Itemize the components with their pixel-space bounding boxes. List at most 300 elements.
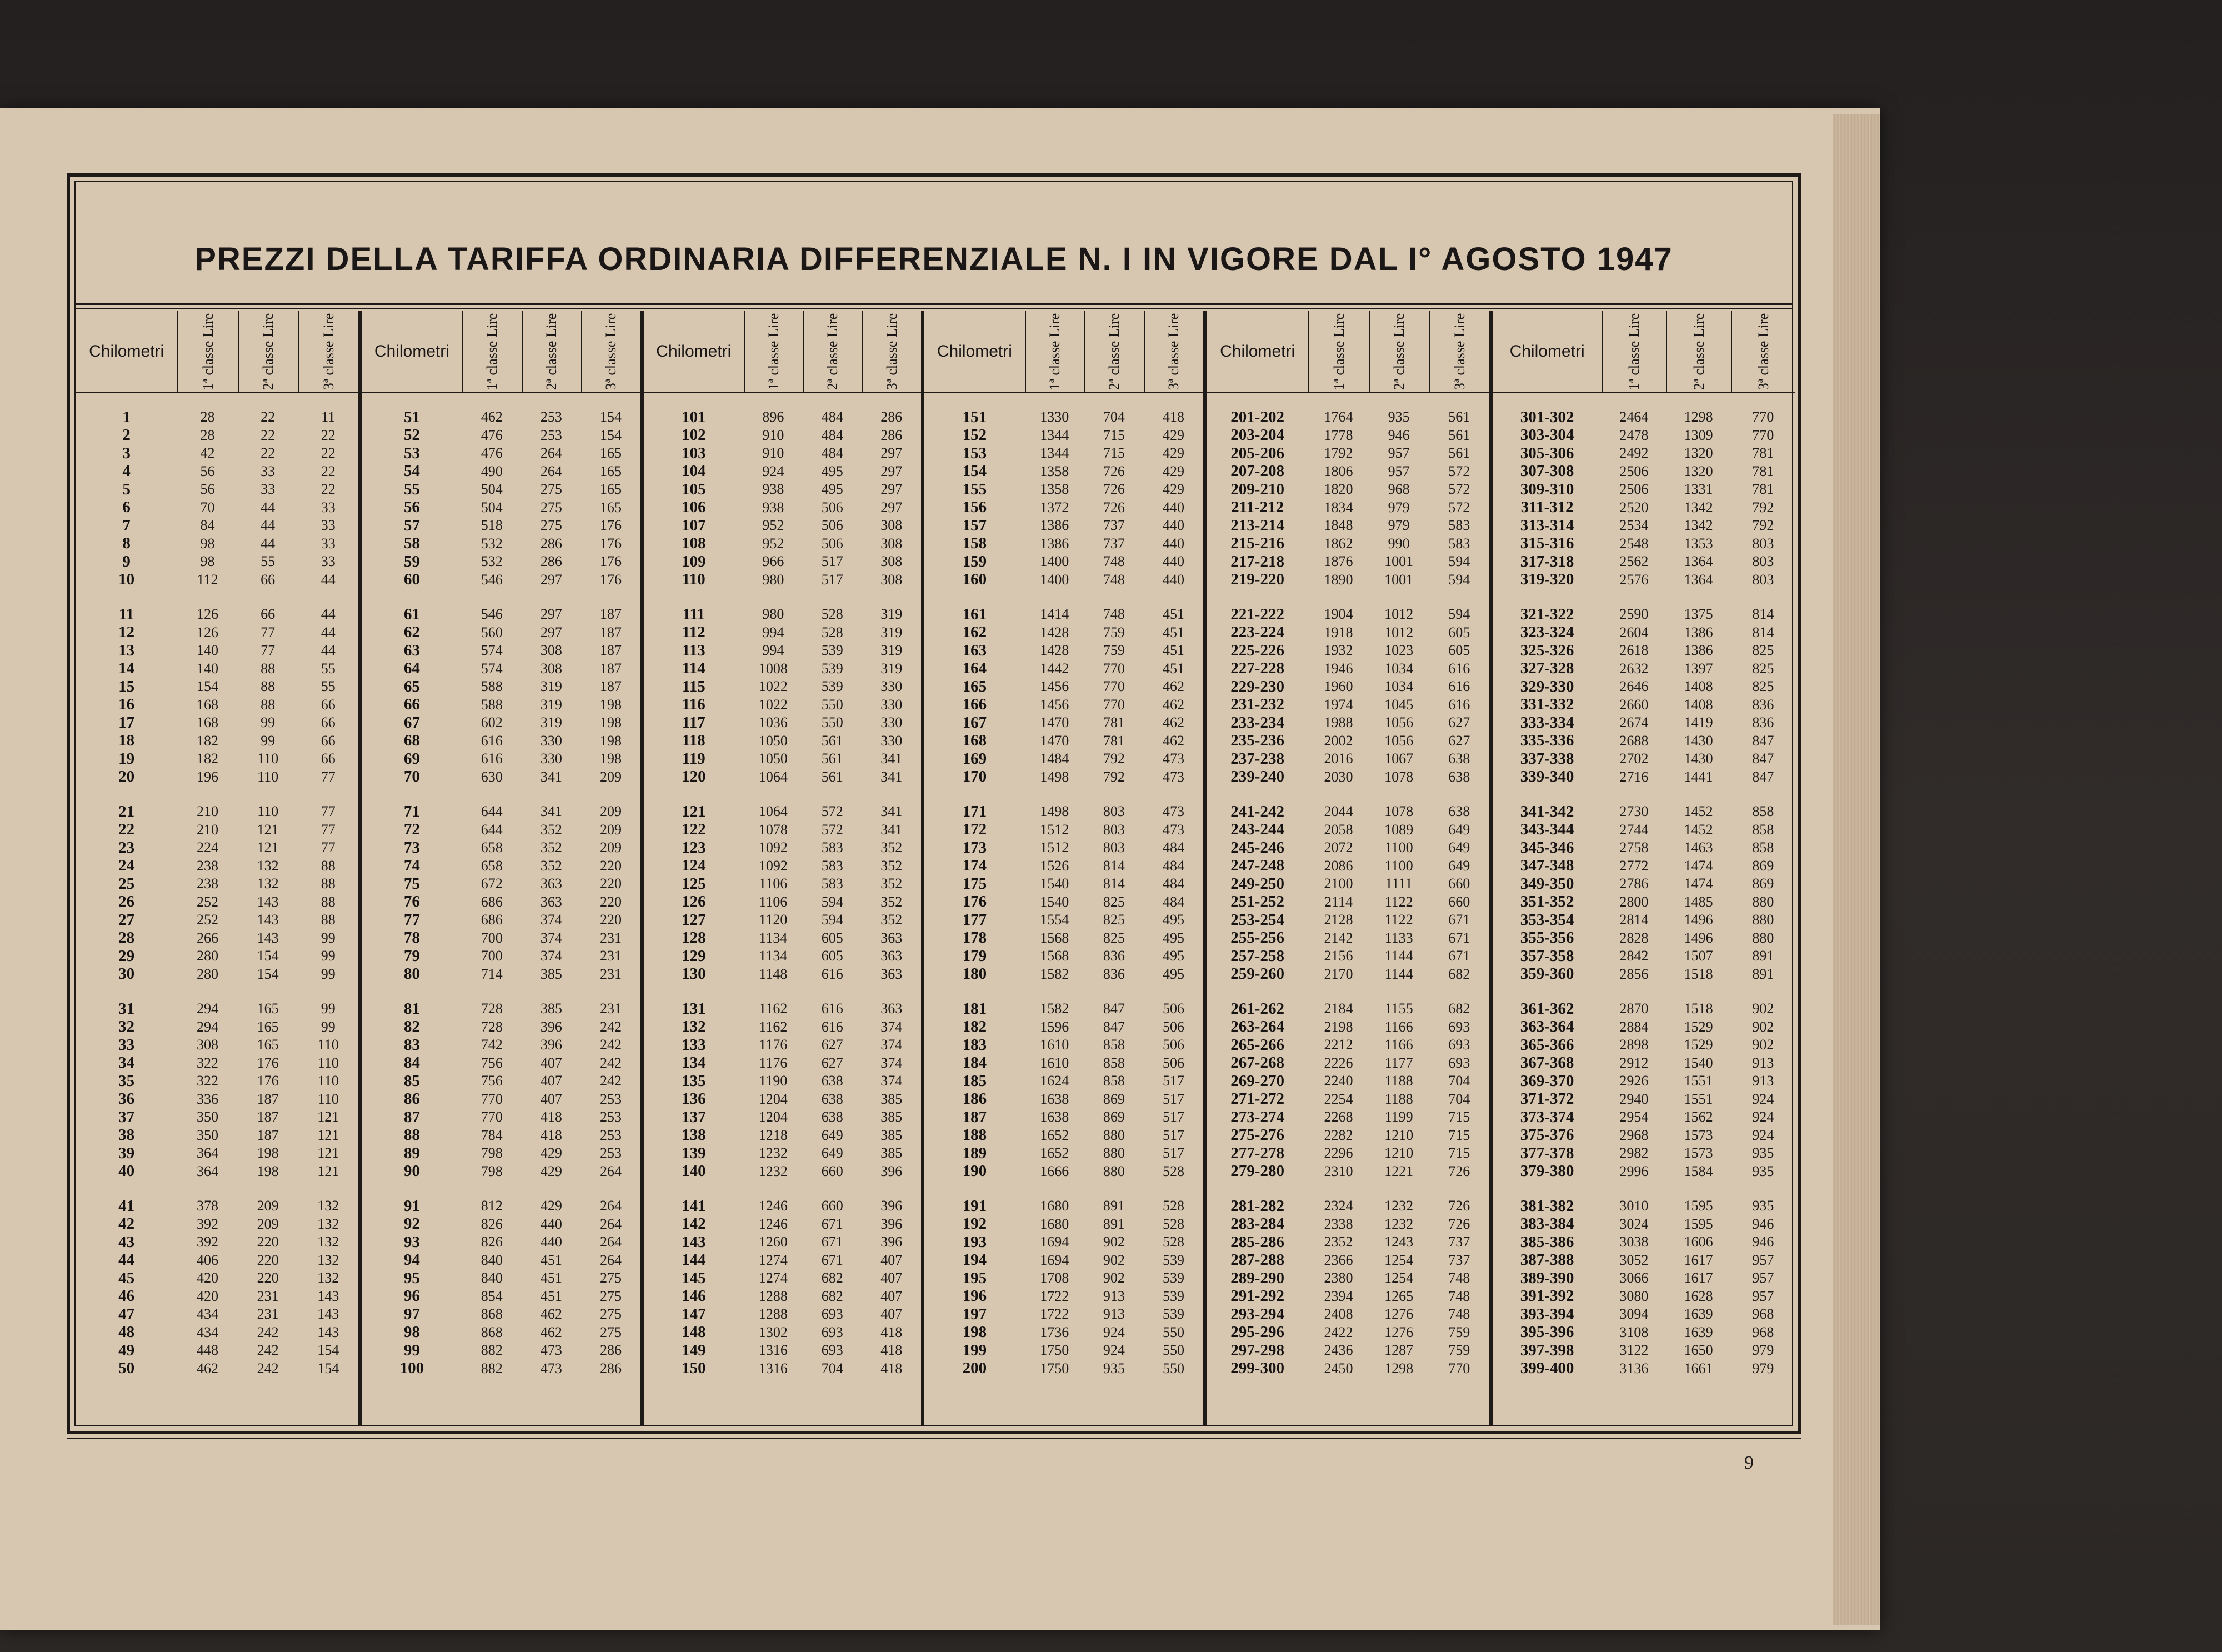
km-cell: 38 xyxy=(118,1126,135,1144)
km-cell: 5 xyxy=(122,480,131,498)
price-cell: 33 xyxy=(321,553,336,570)
price-cell: 1078 xyxy=(1384,803,1414,820)
price-cell: 385 xyxy=(880,1145,903,1162)
price-cell: 1582 xyxy=(1040,965,1069,982)
table-row xyxy=(1493,427,1795,445)
km-cell: 196 xyxy=(962,1287,987,1305)
price-cell: 209 xyxy=(257,1198,279,1214)
table-row xyxy=(924,1324,1203,1342)
km-cell: 103 xyxy=(682,444,706,462)
km-cell: 72 xyxy=(403,820,420,839)
price-cell: 473 xyxy=(1162,750,1184,767)
km-cell: 27 xyxy=(118,910,135,929)
price-cell: 1232 xyxy=(1384,1215,1414,1232)
price-cell: 1067 xyxy=(1384,750,1414,767)
price-cell: 55 xyxy=(321,678,336,695)
table-row xyxy=(1493,1197,1795,1215)
price-cell: 407 xyxy=(880,1251,903,1268)
column-headers xyxy=(1207,311,1489,393)
table-row xyxy=(362,463,640,481)
price-cell: 3122 xyxy=(1619,1342,1649,1359)
price-cell: 473 xyxy=(1162,768,1184,785)
table-row xyxy=(924,535,1203,553)
km-cell: 144 xyxy=(682,1251,706,1269)
price-cell: 858 xyxy=(1103,1073,1125,1089)
price-cell: 330 xyxy=(540,750,562,767)
price-cell: 44 xyxy=(261,499,276,515)
table-row xyxy=(924,553,1203,571)
km-cell: 136 xyxy=(682,1090,706,1108)
price-cell: 1498 xyxy=(1040,803,1069,820)
price-cell: 858 xyxy=(1752,839,1774,856)
km-cell: 101 xyxy=(682,408,706,426)
km-cell: 337-338 xyxy=(1520,749,1574,768)
table-row xyxy=(924,678,1203,696)
price-cell: 176 xyxy=(599,517,622,534)
km-cell: 191 xyxy=(962,1197,987,1215)
table-row xyxy=(362,499,640,517)
price-cell: 517 xyxy=(1162,1145,1184,1162)
price-cell: 748 xyxy=(1448,1270,1470,1286)
price-cell: 330 xyxy=(880,678,903,695)
price-cell: 2618 xyxy=(1619,642,1649,659)
km-cell: 219-220 xyxy=(1230,570,1284,589)
price-cell: 616 xyxy=(1448,678,1470,695)
price-cell: 352 xyxy=(880,875,903,892)
price-cell: 671 xyxy=(821,1215,843,1232)
price-cell: 1190 xyxy=(759,1073,788,1089)
price-cell: 1050 xyxy=(758,732,788,749)
price-cell: 517 xyxy=(1162,1127,1184,1143)
price-cell: 759 xyxy=(1448,1342,1470,1359)
table-row xyxy=(1493,947,1795,965)
table-row xyxy=(924,624,1203,642)
table-row xyxy=(76,1036,358,1054)
price-cell: 266 xyxy=(197,929,219,946)
price-cell: 1400 xyxy=(1040,553,1069,570)
price-cell: 517 xyxy=(821,553,843,570)
price-cell: 143 xyxy=(317,1306,339,1323)
price-cell: 891 xyxy=(1103,1215,1125,1232)
price-cell: 3024 xyxy=(1619,1215,1649,1232)
price-cell: 869 xyxy=(1752,857,1774,874)
km-cell: 251-252 xyxy=(1230,893,1284,911)
price-cell: 798 xyxy=(481,1145,503,1162)
km-cell: 247-248 xyxy=(1230,857,1284,875)
table-row xyxy=(76,1072,358,1090)
price-cell: 165 xyxy=(599,445,622,462)
km-cell: 140 xyxy=(682,1162,706,1180)
price-cell: 1397 xyxy=(1684,660,1713,677)
price-cell: 671 xyxy=(821,1234,843,1250)
km-cell: 114 xyxy=(682,659,705,678)
km-cell: 178 xyxy=(962,929,987,947)
price-cell: 994 xyxy=(762,624,784,640)
price-cell: 451 xyxy=(1162,642,1184,659)
price-cell: 396 xyxy=(880,1198,903,1214)
table-row xyxy=(362,1269,640,1288)
price-cell: 748 xyxy=(1103,553,1125,570)
price-cell: 517 xyxy=(821,571,843,588)
price-cell: 1820 xyxy=(1324,481,1353,498)
price-cell: 759 xyxy=(1103,624,1125,640)
km-cell: 128 xyxy=(682,929,706,947)
price-cell: 154 xyxy=(599,409,622,425)
km-cell: 99 xyxy=(403,1341,420,1359)
price-cell: 1442 xyxy=(1040,660,1069,677)
price-cell: 572 xyxy=(821,803,843,820)
price-cell: 341 xyxy=(880,821,903,838)
km-cell: 139 xyxy=(682,1144,706,1162)
price-cell: 2898 xyxy=(1619,1037,1649,1053)
km-cell: 295-296 xyxy=(1230,1323,1284,1341)
price-cell: 286 xyxy=(880,427,903,443)
price-cell: 891 xyxy=(1103,1198,1125,1214)
price-cell: 550 xyxy=(821,696,843,713)
price-cell: 84 xyxy=(200,517,215,534)
price-cell: 2786 xyxy=(1619,875,1649,892)
km-cell: 317-318 xyxy=(1520,552,1574,570)
price-cell: 3094 xyxy=(1619,1306,1649,1323)
price-cell: 473 xyxy=(540,1360,562,1376)
table-row xyxy=(1207,839,1489,857)
km-cell: 46 xyxy=(118,1287,135,1305)
km-cell: 313-314 xyxy=(1520,516,1574,534)
table-row xyxy=(924,1018,1203,1037)
price-cell: 869 xyxy=(1103,1090,1125,1107)
table-row xyxy=(1207,1215,1489,1234)
header-chilometri: Chilometri xyxy=(1207,311,1309,392)
price-cell: 176 xyxy=(599,571,622,588)
price-cell: 66 xyxy=(321,732,336,749)
price-cell: 649 xyxy=(821,1127,843,1143)
table-row xyxy=(644,1324,921,1342)
price-cell: 77 xyxy=(261,624,276,640)
km-cell: 33 xyxy=(118,1035,135,1054)
table-row xyxy=(76,1000,358,1018)
table-row xyxy=(644,1233,921,1251)
price-cell: 1144 xyxy=(1384,965,1413,982)
price-cell: 1364 xyxy=(1684,571,1713,588)
price-cell: 56 xyxy=(200,481,215,498)
price-cell: 660 xyxy=(821,1198,843,1214)
km-cell: 241-242 xyxy=(1230,802,1284,820)
km-cell: 253-254 xyxy=(1230,910,1284,929)
price-cell: 1372 xyxy=(1040,499,1069,515)
price-cell: 418 xyxy=(540,1109,562,1125)
price-cell: 473 xyxy=(1162,821,1184,838)
price-cell: 374 xyxy=(540,948,562,964)
table-row xyxy=(76,750,358,768)
km-cell: 237-238 xyxy=(1230,749,1284,768)
price-cell: 1188 xyxy=(1384,1073,1413,1089)
title-rule xyxy=(76,303,1792,305)
price-cell: 418 xyxy=(540,1127,562,1143)
price-cell: 1204 xyxy=(758,1090,788,1107)
price-cell: 693 xyxy=(821,1306,843,1323)
table-row xyxy=(924,1233,1203,1251)
price-cell: 66 xyxy=(261,606,276,623)
price-cell: 242 xyxy=(599,1018,622,1035)
price-cell: 1904 xyxy=(1324,606,1353,623)
price-cell: 1353 xyxy=(1684,535,1713,552)
price-cell: 1344 xyxy=(1040,445,1069,462)
km-cell: 215-216 xyxy=(1230,534,1284,553)
table-row xyxy=(644,965,921,984)
price-cell: 126 xyxy=(197,624,219,640)
km-cell: 325-326 xyxy=(1520,641,1574,659)
price-cell: 264 xyxy=(599,1251,622,1268)
km-cell: 111 xyxy=(682,605,705,623)
column-headers xyxy=(1493,311,1795,393)
price-cell: 132 xyxy=(317,1198,339,1214)
header-class-label: 3ª classe Lire xyxy=(603,313,619,390)
price-cell: 506 xyxy=(821,517,843,534)
price-cell: 594 xyxy=(1448,606,1470,623)
table-row xyxy=(1207,875,1489,893)
table-row xyxy=(1493,857,1795,875)
price-cell: 2142 xyxy=(1324,929,1353,946)
km-cell: 271-272 xyxy=(1230,1090,1284,1108)
price-cell: 286 xyxy=(540,553,562,570)
km-cell: 30 xyxy=(118,965,135,983)
price-cell: 88 xyxy=(321,912,336,928)
price-cell: 2562 xyxy=(1619,553,1649,570)
price-cell: 868 xyxy=(481,1324,503,1340)
table-row xyxy=(76,444,358,463)
price-cell: 858 xyxy=(1103,1037,1125,1053)
price-cell: 1452 xyxy=(1684,803,1713,820)
table-row xyxy=(1493,605,1795,624)
km-cell: 83 xyxy=(403,1035,420,1054)
table-row xyxy=(76,696,358,714)
price-cell: 1265 xyxy=(1384,1288,1414,1304)
price-cell: 1666 xyxy=(1040,1163,1069,1179)
price-cell: 1722 xyxy=(1040,1288,1069,1304)
table-row xyxy=(1493,821,1795,839)
km-cell: 45 xyxy=(118,1269,135,1287)
km-cell: 323-324 xyxy=(1520,623,1574,642)
table-row xyxy=(644,732,921,750)
price-cell: 1778 xyxy=(1324,427,1353,443)
km-cell: 373-374 xyxy=(1520,1108,1574,1126)
price-cell: 88 xyxy=(261,660,276,677)
price-cell: 1680 xyxy=(1040,1215,1069,1232)
price-cell: 1064 xyxy=(758,803,788,820)
price-cell: 882 xyxy=(481,1360,503,1376)
km-cell: 263-264 xyxy=(1230,1018,1284,1036)
table-row xyxy=(924,1090,1203,1109)
price-cell: 781 xyxy=(1752,481,1774,498)
price-cell: 429 xyxy=(540,1163,562,1179)
table-row xyxy=(644,893,921,912)
price-cell: 649 xyxy=(1448,821,1470,838)
price-cell: 1554 xyxy=(1040,912,1069,928)
price-cell: 440 xyxy=(540,1234,562,1250)
price-cell: 616 xyxy=(1448,696,1470,713)
price-cell: 728 xyxy=(481,1018,503,1035)
price-cell: 1498 xyxy=(1040,768,1069,785)
price-cell: 484 xyxy=(821,445,843,462)
table-row xyxy=(644,517,921,535)
price-cell: 121 xyxy=(317,1163,339,1179)
header-class-3 xyxy=(582,311,640,392)
price-cell: 504 xyxy=(481,499,503,515)
price-cell: 616 xyxy=(821,965,843,982)
km-cell: 387-388 xyxy=(1520,1251,1574,1269)
km-cell: 158 xyxy=(962,534,987,553)
price-cell: 748 xyxy=(1448,1288,1470,1304)
km-cell: 183 xyxy=(962,1035,987,1054)
table-row xyxy=(924,1288,1203,1306)
table-row xyxy=(362,480,640,499)
price-cell: 294 xyxy=(197,1000,219,1017)
km-cell: 145 xyxy=(682,1269,706,1287)
column-headers xyxy=(644,311,921,393)
km-cell: 311-312 xyxy=(1520,498,1574,517)
price-cell: 2310 xyxy=(1324,1163,1353,1179)
price-cell: 506 xyxy=(821,499,843,515)
price-cell: 759 xyxy=(1448,1324,1470,1340)
price-cell: 187 xyxy=(257,1109,279,1125)
price-cell: 979 xyxy=(1752,1360,1774,1376)
price-cell: 913 xyxy=(1752,1073,1774,1089)
table-row xyxy=(1493,750,1795,768)
header-class-3 xyxy=(299,311,358,392)
price-cell: 1034 xyxy=(1384,660,1414,677)
table-row xyxy=(924,911,1203,929)
km-cell: 399-400 xyxy=(1520,1359,1574,1378)
price-cell: 638 xyxy=(821,1073,843,1089)
price-cell: 715 xyxy=(1448,1145,1470,1162)
price-cell: 2632 xyxy=(1619,660,1649,677)
km-cell: 269-270 xyxy=(1230,1072,1284,1090)
price-cell: 297 xyxy=(540,606,562,623)
km-cell: 53 xyxy=(403,444,420,462)
header-class-label: 3ª classe Lire xyxy=(1165,313,1182,390)
price-cell: 825 xyxy=(1103,912,1125,928)
price-cell: 1946 xyxy=(1324,660,1353,677)
price-cell: 968 xyxy=(1752,1306,1774,1323)
price-cell: 880 xyxy=(1103,1127,1125,1143)
price-cell: 840 xyxy=(481,1270,503,1286)
km-cell: 56 xyxy=(403,498,420,517)
table-row xyxy=(76,517,358,535)
price-cell: 938 xyxy=(762,481,784,498)
km-cell: 221-222 xyxy=(1230,605,1284,623)
price-cell: 935 xyxy=(1388,409,1410,425)
km-cell: 379-380 xyxy=(1520,1162,1574,1180)
price-cell: 264 xyxy=(599,1163,622,1179)
km-cell: 172 xyxy=(962,820,987,839)
price-cell: 187 xyxy=(257,1127,279,1143)
price-cell: 1188 xyxy=(1384,1090,1413,1107)
price-cell: 910 xyxy=(762,445,784,462)
table-row xyxy=(644,624,921,642)
price-cell: 546 xyxy=(481,606,503,623)
km-cell: 375-376 xyxy=(1520,1126,1574,1144)
price-cell: 2184 xyxy=(1324,1000,1353,1017)
price-cell: 495 xyxy=(1162,948,1184,964)
table-row xyxy=(924,1341,1203,1360)
header-class-2 xyxy=(804,311,863,392)
price-cell: 33 xyxy=(261,481,276,498)
price-cell: 396 xyxy=(880,1215,903,1232)
price-cell: 1652 xyxy=(1040,1145,1069,1162)
price-cell: 407 xyxy=(540,1073,562,1089)
km-cell: 16 xyxy=(118,695,135,714)
price-cell: 440 xyxy=(1162,499,1184,515)
price-cell: 187 xyxy=(599,678,622,695)
price-cell: 1342 xyxy=(1684,499,1713,515)
price-cell: 462 xyxy=(197,1360,219,1376)
price-cell: 352 xyxy=(880,857,903,874)
price-cell: 858 xyxy=(1752,821,1774,838)
price-cell: 1344 xyxy=(1040,427,1069,443)
km-cell: 18 xyxy=(118,732,135,750)
km-cell: 259-260 xyxy=(1230,965,1284,983)
table-row xyxy=(76,624,358,642)
price-cell: 253 xyxy=(599,1127,622,1143)
price-cell: 803 xyxy=(1752,553,1774,570)
price-cell: 252 xyxy=(197,912,219,928)
km-cell: 287-288 xyxy=(1230,1251,1284,1269)
price-cell: 140 xyxy=(197,642,219,659)
price-cell: 924 xyxy=(1752,1109,1774,1125)
km-cell: 180 xyxy=(962,965,987,983)
km-cell: 50 xyxy=(118,1359,135,1378)
km-cell: 129 xyxy=(682,947,706,965)
price-cell: 374 xyxy=(880,1037,903,1053)
table-row xyxy=(1493,571,1795,589)
price-cell: 264 xyxy=(540,463,562,479)
table-row xyxy=(924,1072,1203,1090)
price-cell: 154 xyxy=(599,427,622,443)
price-cell: 11 xyxy=(321,409,336,425)
price-cell: 506 xyxy=(1162,1000,1184,1017)
price-cell: 1474 xyxy=(1684,857,1713,874)
price-cell: 902 xyxy=(1103,1251,1125,1268)
table-row xyxy=(644,911,921,929)
price-cell: 495 xyxy=(1162,965,1184,982)
price-cell: 407 xyxy=(540,1090,562,1107)
km-cell: 239-240 xyxy=(1230,768,1284,786)
table-row xyxy=(76,839,358,857)
table-row xyxy=(1493,1144,1795,1163)
price-cell: 1988 xyxy=(1324,714,1353,731)
table-row xyxy=(644,571,921,589)
price-cell: 66 xyxy=(321,750,336,767)
price-cell: 132 xyxy=(257,875,279,892)
price-cell: 966 xyxy=(762,553,784,570)
price-cell: 418 xyxy=(880,1342,903,1359)
price-cell: 1848 xyxy=(1324,517,1353,534)
price-cell: 1166 xyxy=(1384,1037,1413,1053)
price-cell: 2380 xyxy=(1324,1270,1353,1286)
price-cell: 2002 xyxy=(1324,732,1353,749)
price-cell: 2730 xyxy=(1619,803,1649,820)
km-cell: 44 xyxy=(118,1251,135,1269)
price-cell: 1568 xyxy=(1040,948,1069,964)
table-row xyxy=(362,768,640,787)
price-cell: 561 xyxy=(821,732,843,749)
price-cell: 1540 xyxy=(1040,893,1069,910)
table-row xyxy=(1207,1324,1489,1342)
table-row xyxy=(1207,1108,1489,1127)
price-cell: 686 xyxy=(481,912,503,928)
table-row xyxy=(1207,1036,1489,1054)
km-cell: 164 xyxy=(962,659,987,678)
